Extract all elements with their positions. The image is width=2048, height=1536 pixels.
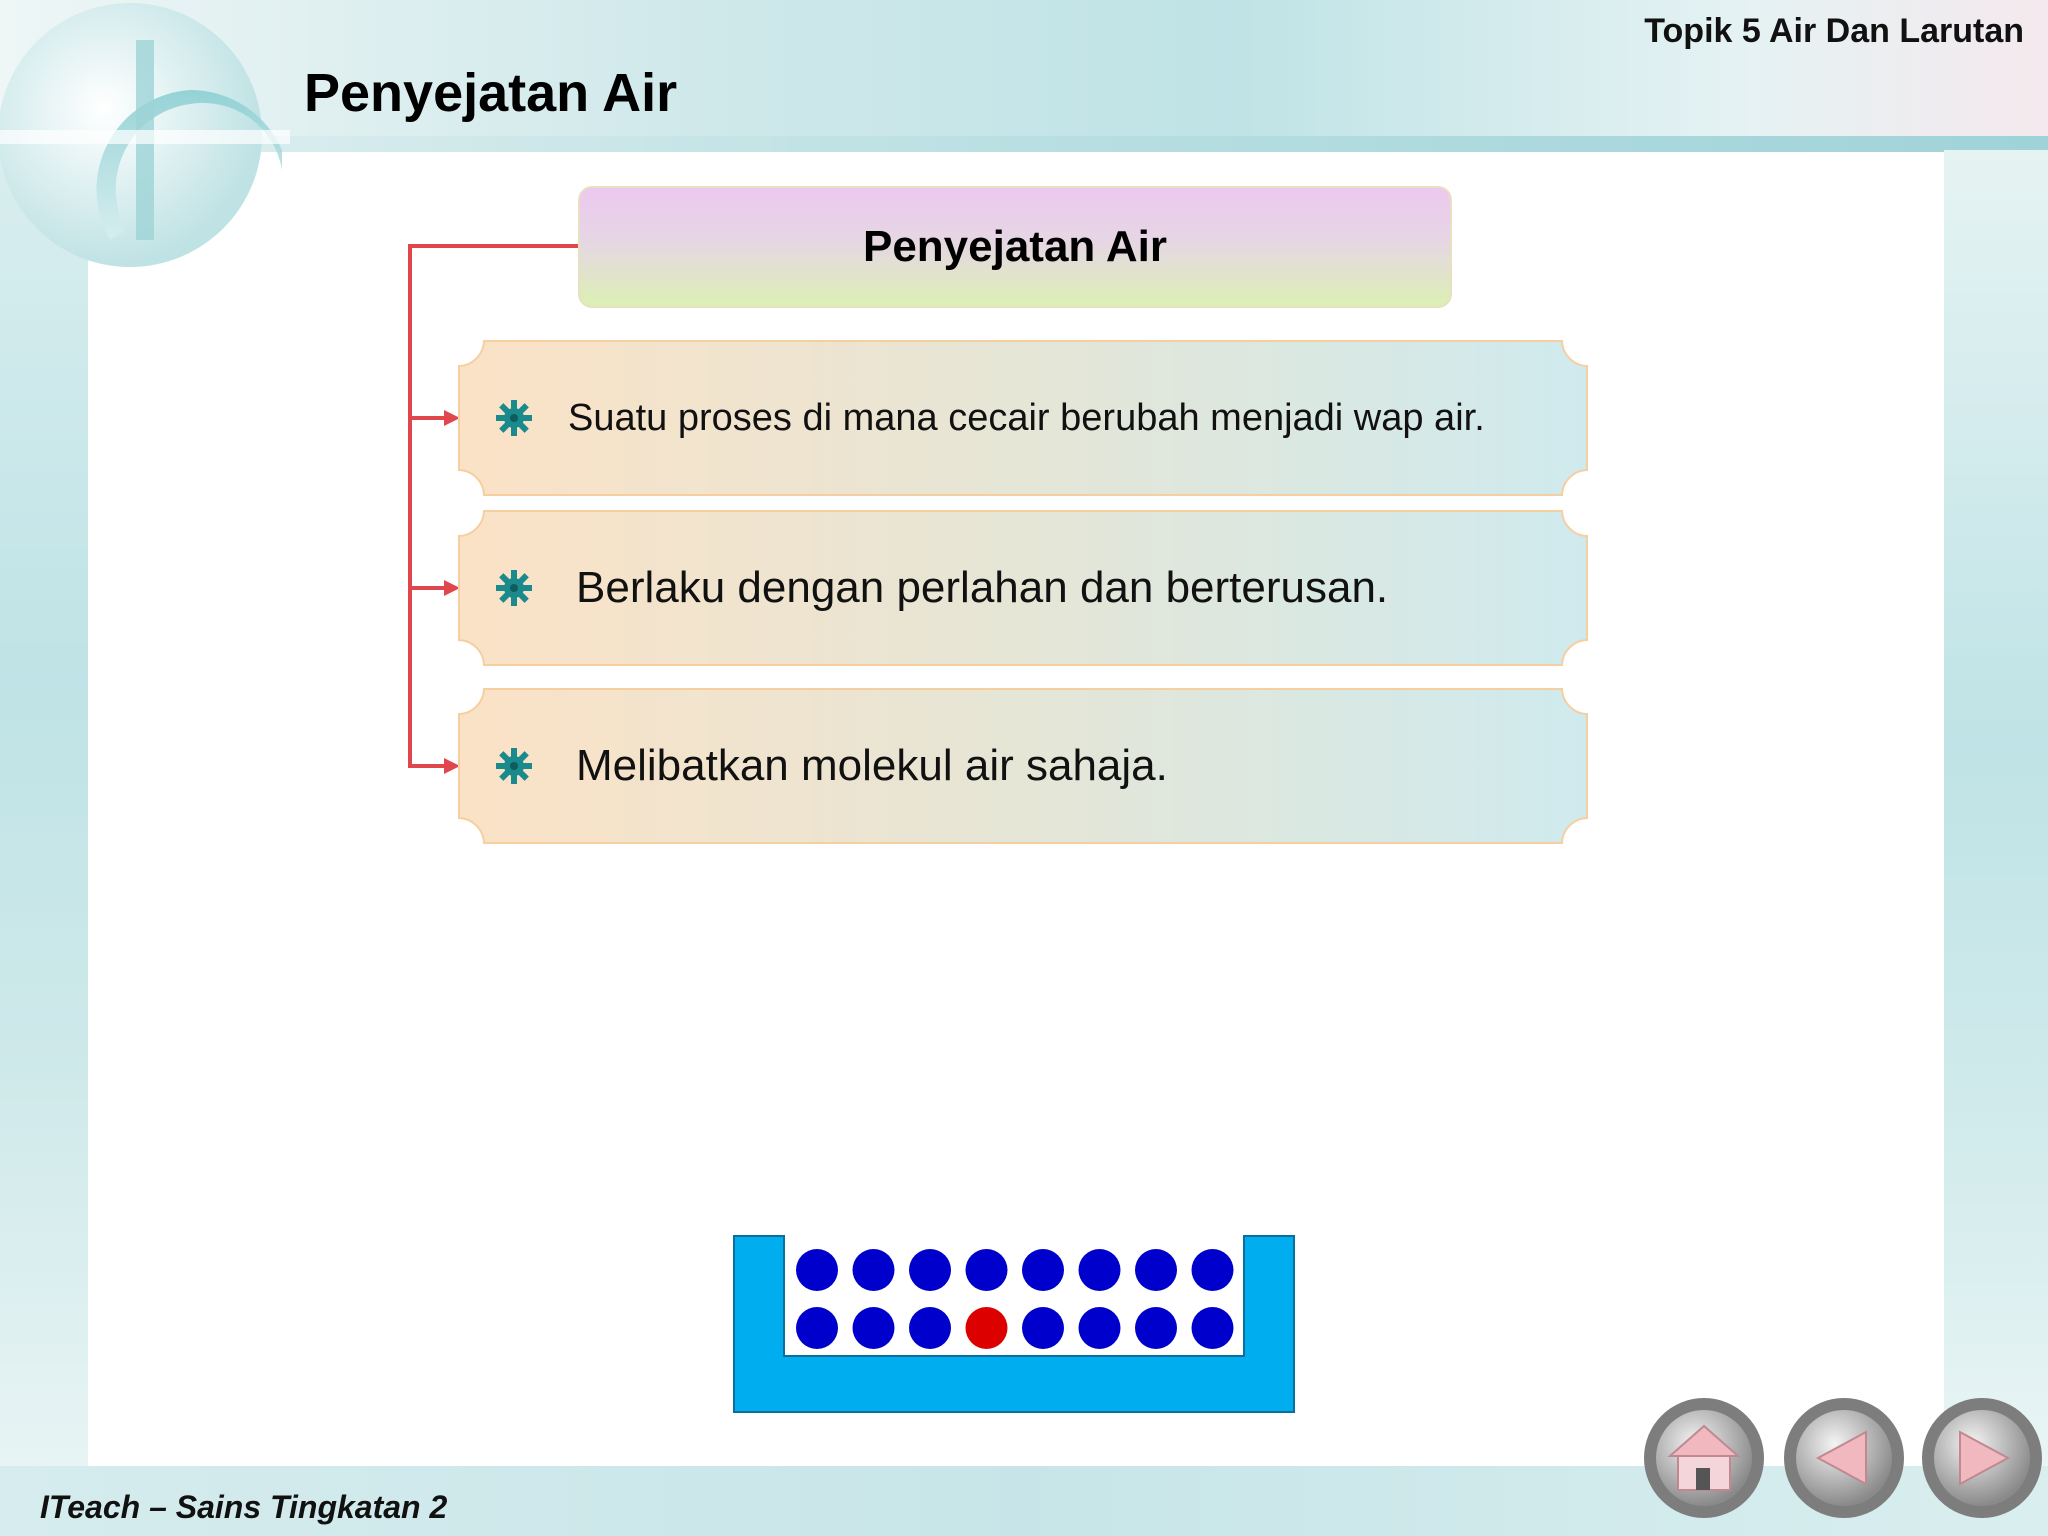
gear-bullet-icon	[494, 746, 534, 786]
water-molecule	[909, 1307, 951, 1349]
water-molecule	[1022, 1249, 1064, 1291]
highlighted-water-molecule	[966, 1307, 1008, 1349]
water-molecule	[1079, 1249, 1121, 1291]
water-molecule	[796, 1307, 838, 1349]
topic-label: Topik 5 Air Dan Larutan	[1644, 12, 2024, 50]
water-molecule	[1079, 1307, 1121, 1349]
molecule-grid	[796, 1249, 1234, 1349]
home-button[interactable]	[1642, 1396, 1766, 1520]
water-molecule	[796, 1249, 838, 1291]
diagram-heading: Penyejatan Air	[862, 222, 1168, 271]
diagram-heading-box	[578, 186, 1452, 308]
gear-bullet-icon	[494, 568, 534, 608]
item-text: Melibatkan molekul air sahaja.	[576, 741, 1168, 790]
right-side-background	[1944, 150, 2048, 1470]
left-side-background	[0, 150, 88, 1470]
header-stripe	[0, 136, 2048, 152]
water-molecule	[853, 1307, 895, 1349]
footer-credit: ITeach – Sains Tingkatan 2	[40, 1489, 448, 1525]
water-molecule	[1192, 1307, 1234, 1349]
back-button[interactable]	[1782, 1396, 1906, 1520]
water-molecule	[853, 1249, 895, 1291]
gear-bullet-icon	[494, 398, 534, 438]
item-text: Berlaku dengan perlahan dan berterusan.	[576, 563, 1389, 612]
water-molecule	[1135, 1249, 1177, 1291]
water-molecule-container	[732, 1234, 1296, 1414]
list-item	[458, 688, 1588, 844]
water-molecule	[1135, 1307, 1177, 1349]
page-title: Penyejatan Air	[304, 63, 678, 123]
forward-button[interactable]	[1920, 1396, 2044, 1520]
list-item	[458, 510, 1588, 666]
item-text: Suatu proses di mana cecair berubah menjadi wap air.	[568, 396, 1485, 439]
water-molecule	[909, 1249, 951, 1291]
list-item	[458, 340, 1588, 496]
water-molecule	[966, 1249, 1008, 1291]
water-molecule	[1192, 1249, 1234, 1291]
decorative-logo	[0, 0, 290, 270]
water-molecule	[1022, 1307, 1064, 1349]
